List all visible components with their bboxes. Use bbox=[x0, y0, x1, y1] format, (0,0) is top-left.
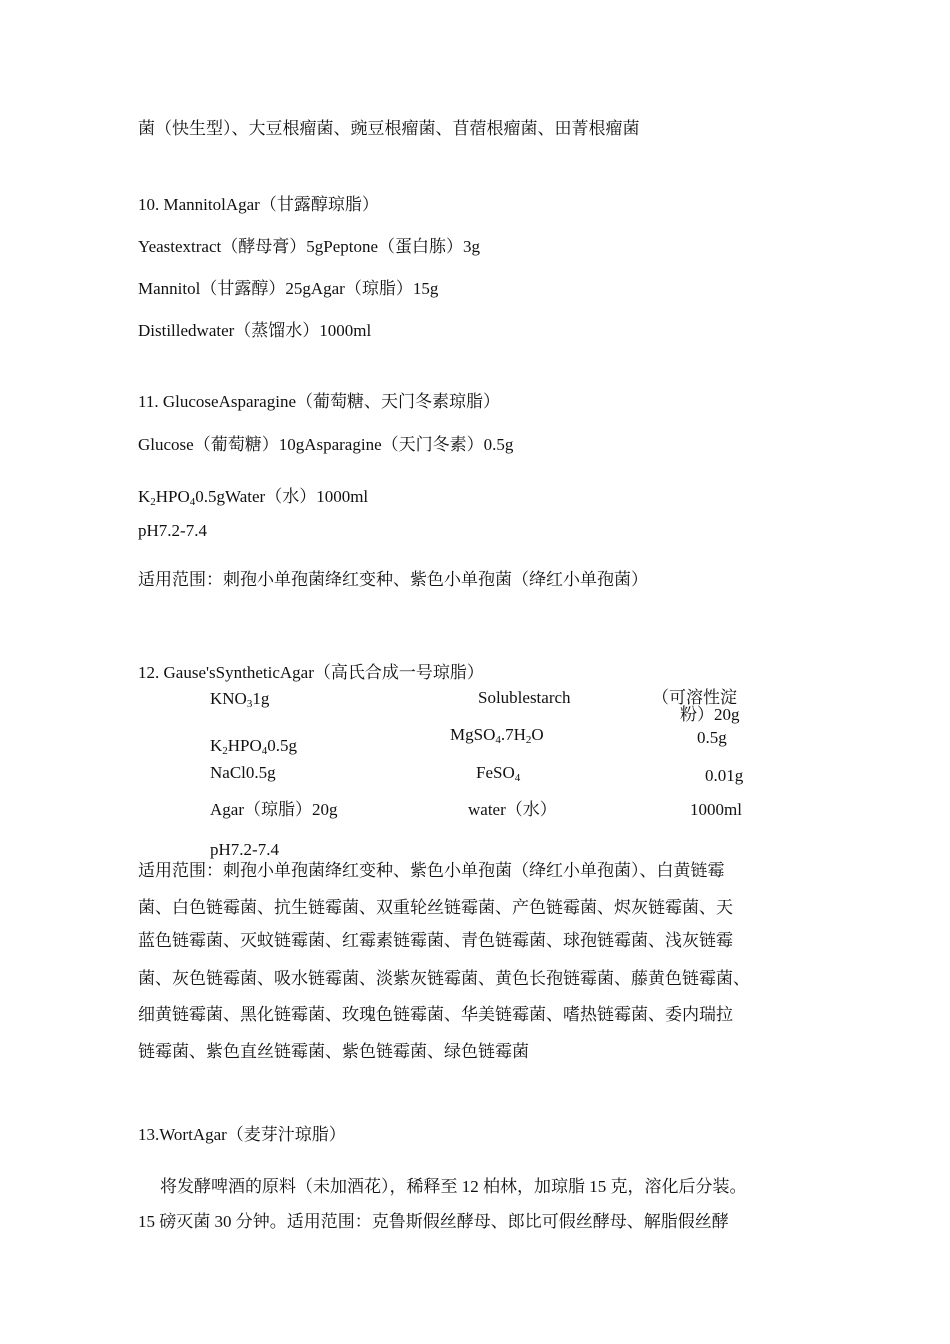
water-cell: water（水） bbox=[468, 800, 557, 819]
continuation-line: 菌（快生型）、大豆根瘤菌、豌豆根瘤菌、苜蓿根瘤菌、田菁根瘤菌 bbox=[138, 119, 640, 138]
feso4-cell: FeSO$_4$ bbox=[476, 763, 521, 784]
mgso4-cell: $MgSO_4.7H_2O$ bbox=[450, 725, 544, 746]
section-11-scope: 适用范围：刺孢小单孢菌绛红变种、紫色小单孢菌（绛红小单孢菌） bbox=[138, 570, 648, 589]
scope-line: 蓝色链霉菌、灭蚊链霉菌、红霉素链霉菌、青色链霉菌、球孢链霉菌、浅灰链霉 bbox=[138, 931, 733, 950]
agar-cell: Agar（琼脂）20g bbox=[210, 800, 338, 819]
water-amount-cell: 1000ml bbox=[690, 800, 742, 819]
section-11-title: 11. GlucoseAsparagine（葡萄糖、天门冬素琼脂） bbox=[138, 392, 500, 411]
soluble-starch-cn-cell: （可溶性淀 bbox=[652, 688, 737, 707]
section-10-line-3: Distilledwater（蒸馏水）1000ml bbox=[138, 321, 372, 340]
section-10-line-2: Mannitol（甘露醇）25gAgar（琼脂）15g bbox=[138, 279, 439, 298]
kno3-cell: $KNO_31g$ bbox=[210, 689, 270, 710]
section-13-title: 13.WortAgar（麦芽汁琼脂） bbox=[138, 1125, 346, 1144]
section-10-line-1: Yeastextract（酵母膏）5gPeptone（蛋白胨）3g bbox=[138, 237, 481, 256]
scope-line: 链霉菌、紫色直丝链霉菌、紫色链霉菌、绿色链霉菌 bbox=[138, 1042, 529, 1061]
nacl-cell: NaCl0.5g bbox=[210, 763, 276, 782]
feso4-amount-cell: 0.01g bbox=[705, 766, 744, 785]
soluble-starch-cell: Solublestarch bbox=[478, 688, 571, 707]
section-13-para-line-1: 将发酵啤酒的原料（未加酒花），稀释至 12 柏林，加琼脂 15 克，溶化后分装。 bbox=[160, 1177, 747, 1196]
section-12-title: 12. Gause'sSyntheticAgar（高氏合成一号琼脂） bbox=[138, 663, 484, 682]
section-12-ph: pH7.2-7.4 bbox=[210, 840, 279, 859]
soluble-starch-cut-text: 粉）20g bbox=[680, 705, 740, 724]
mgso4-amount-cell: 0.5g bbox=[697, 728, 727, 747]
section-11-line-1: Glucose（葡萄糖）10gAsparagine（天门冬素）0.5g bbox=[138, 435, 514, 454]
section-10-title: 10. MannitolAgar（甘露醇琼脂） bbox=[138, 195, 379, 214]
k2hpo4-cell: $K_2HPO_40.5g$ bbox=[210, 736, 298, 757]
scope-line: 细黄链霉菌、黑化链霉菌、玫瑰色链霉菌、华美链霉菌、嗜热链霉菌、委内瑞拉 bbox=[138, 1005, 733, 1024]
scope-line: 菌、白色链霉菌、抗生链霉菌、双重轮丝链霉菌、产色链霉菌、烬灰链霉菌、天 bbox=[138, 898, 733, 917]
section-13-para-line-2: 15 磅灭菌 30 分钟。适用范围：克鲁斯假丝酵母、郎比可假丝酵母、解脂假丝酵 bbox=[138, 1212, 729, 1231]
scope-line: 适用范围：刺孢小单孢菌绛红变种、紫色小单孢菌（绛红小单孢菌）、白黄链霉 bbox=[138, 861, 725, 880]
section-11-ph: pH7.2-7.4 bbox=[138, 521, 207, 540]
section-11-k2hpo4-line: $K_2HPO_40.5gWater$（水）1000ml bbox=[138, 487, 369, 508]
scope-line: 菌、灰色链霉菌、吸水链霉菌、淡紫灰链霉菌、黄色长孢链霉菌、藤黄色链霉菌、 bbox=[138, 969, 750, 988]
